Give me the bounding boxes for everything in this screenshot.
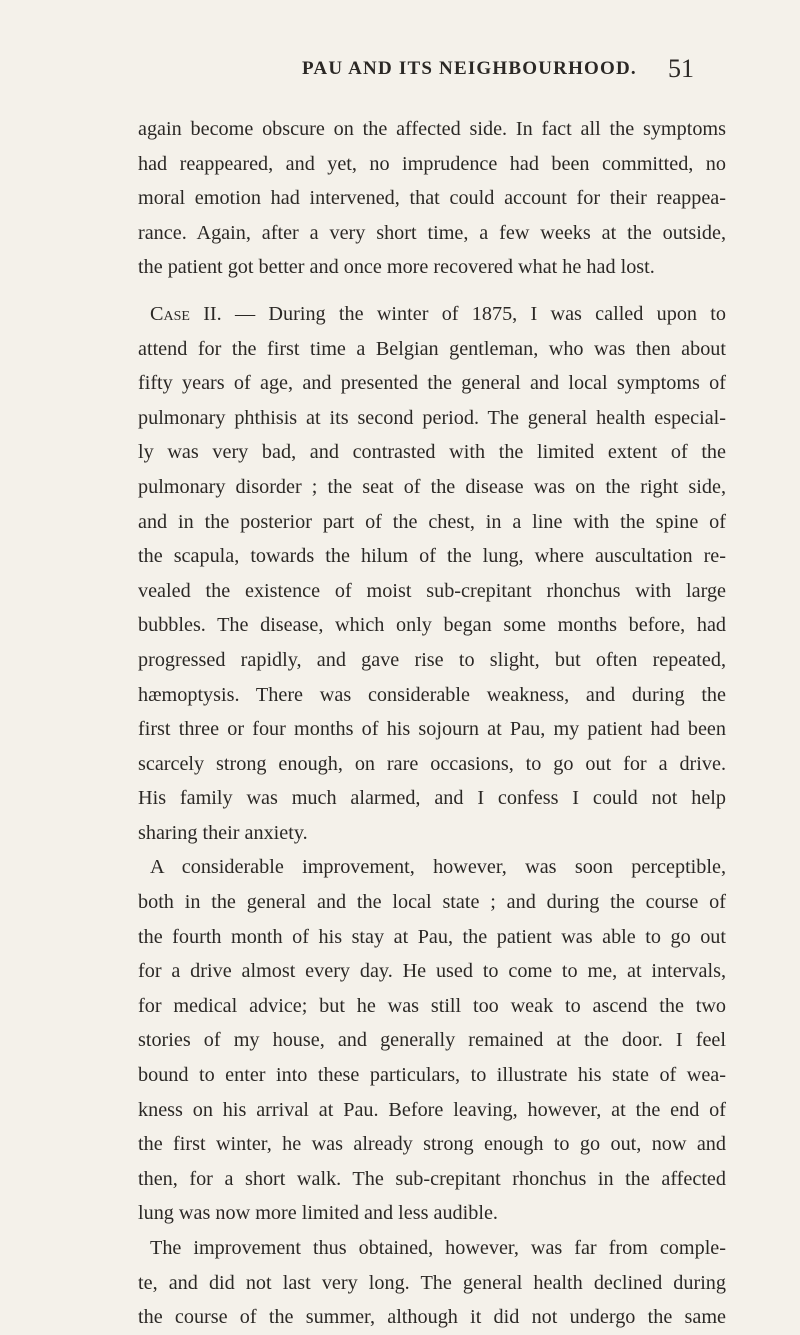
text-line: then, for a short walk. The sub-crepitant rhonchus in the affected bbox=[138, 1167, 726, 1190]
paragraph-improvement bbox=[138, 850, 726, 1231]
text-line: the first winter, he was already strong enough to go out, now and bbox=[138, 1133, 726, 1156]
text-line: hæmoptysis. There was considerable weakness, and during the bbox=[138, 683, 726, 706]
paragraph-decline bbox=[138, 1231, 726, 1335]
text-line: for a drive almost every day. He used to come to me, at intervals, bbox=[138, 960, 726, 983]
text-line: stories of my house, and generally remained at the door. I feel bbox=[138, 1029, 726, 1052]
running-head bbox=[0, 54, 800, 88]
text-line: had reappeared, and yet, no imprudence had been committed, no bbox=[138, 152, 726, 175]
text-line: The improvement thus obtained, however, was far from comple- bbox=[150, 1237, 726, 1259]
text-line: fifty years of age, and presented the general and local symptoms of bbox=[138, 372, 726, 395]
text-line: the course of the summer, although it did not undergo the same bbox=[138, 1306, 726, 1329]
paragraph-gap bbox=[138, 285, 726, 297]
text-line: for medical advice; but he was still too weak to ascend the two bbox=[138, 994, 726, 1017]
case-heading-line bbox=[138, 297, 726, 332]
text-line: progressed rapidly, and gave rise to slight, but often repeated, bbox=[138, 648, 726, 671]
paragraph-continuation bbox=[138, 112, 726, 285]
case-intro-text: — During the winter of 1875, I was called upon to bbox=[234, 302, 726, 325]
text-line: attend for the first time a Belgian gentleman, who was then about bbox=[138, 337, 726, 360]
text-line: rance. Again, after a very short time, a few weeks at the outside, bbox=[138, 221, 726, 244]
running-title: PAU AND ITS NEIGHBOURHOOD. bbox=[302, 58, 637, 79]
text-line: the fourth month of his stay at Pau, the patient was able to go out bbox=[138, 925, 726, 948]
text-line: His family was much alarmed, and I confess I could not help bbox=[138, 787, 726, 810]
body-text bbox=[138, 112, 726, 1335]
case-label: Case II. bbox=[150, 302, 222, 325]
paragraph-case-ii bbox=[138, 297, 726, 851]
text-line: moral emotion had intervened, that could account for their reappea- bbox=[138, 187, 726, 210]
text-line: the scapula, towards the hilum of the lung, where auscultation re- bbox=[138, 545, 726, 568]
text-line: te, and did not last very long. The general health declined during bbox=[138, 1271, 726, 1294]
text-line: A considerable improvement, however, was soon perceptible, bbox=[150, 856, 726, 879]
text-line: sharing their anxiety. bbox=[138, 821, 308, 844]
text-line: bubbles. The disease, which only began some months before, had bbox=[138, 614, 726, 637]
page-number: 51 bbox=[668, 54, 694, 83]
text-line: bound to enter into these particulars, to illustrate his state of wea- bbox=[138, 1064, 726, 1087]
text-line: again become obscure on the affected side. In fact all the symptoms bbox=[138, 118, 726, 140]
text-line: the patient got better and once more recovered what he had lost. bbox=[138, 256, 655, 279]
text-line: pulmonary phthisis at its second period. The general health especial- bbox=[138, 406, 726, 429]
text-line: scarcely strong enough, on rare occasions, to go out for a drive. bbox=[138, 752, 726, 775]
text-line: ly was very bad, and contrasted with the limited extent of the bbox=[138, 441, 726, 464]
text-line: and in the posterior part of the chest, in a line with the spine of bbox=[138, 510, 726, 533]
text-line: vealed the existence of moist sub-crepitant rhonchus with large bbox=[138, 579, 726, 602]
text-line: pulmonary disorder ; the seat of the disease was on the right side, bbox=[138, 475, 726, 498]
text-line: first three or four months of his sojourn at Pau, my patient had been bbox=[138, 718, 726, 741]
text-line: kness on his arrival at Pau. Before leaving, however, at the end of bbox=[138, 1098, 726, 1121]
text-line: both in the general and the local state ; and during the course of bbox=[138, 891, 726, 914]
text-line: lung was now more limited and less audible. bbox=[138, 1202, 498, 1225]
